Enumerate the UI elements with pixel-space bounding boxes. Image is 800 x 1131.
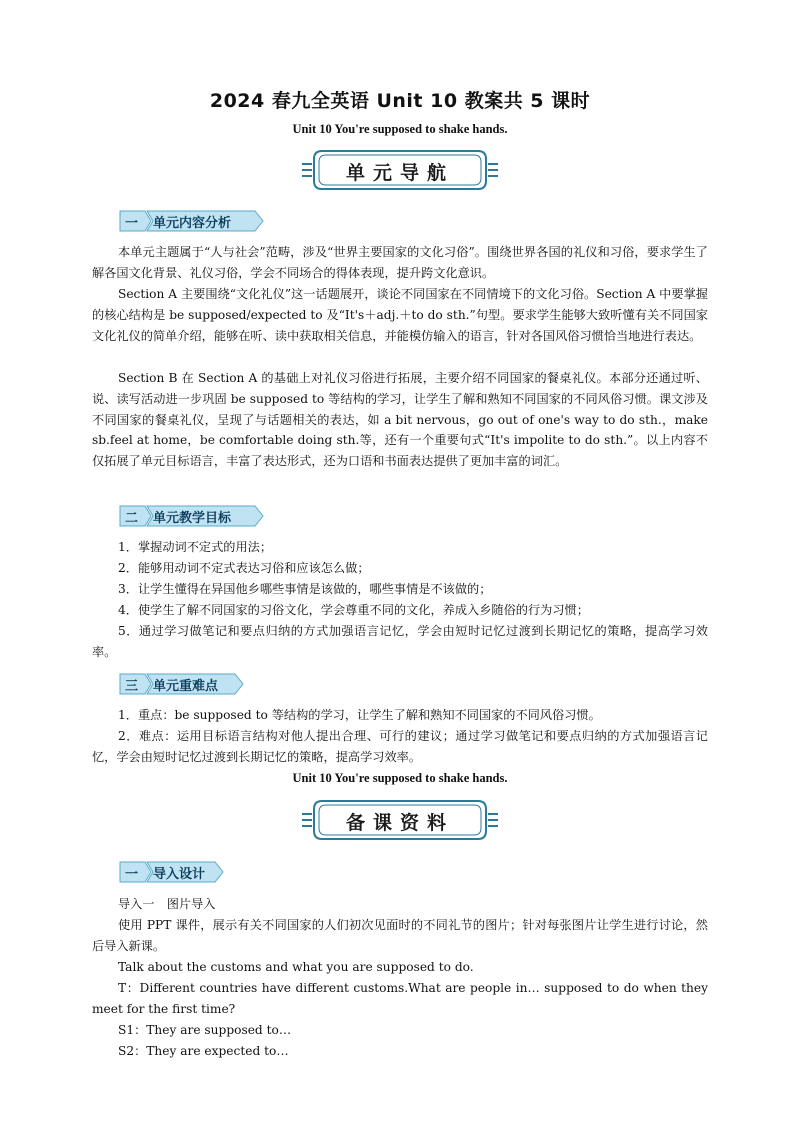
paragraph: Section A 主要围绕“文化礼仪”这一话题展开，谈论不同国家在不同情境下的文化习俗。Section A 中要掌握的核心结构是 be supposed/expected to 及“It's＋adj.＋to do sth.”句型。要求学生能够大致听懂有关不同国家文化礼仪的简单介绍，能够在听、读中获取相关信息，并能模仿输入的语言，针对各国风俗习惯恰当地进行表达。 xyxy=(92,287,708,343)
section-number: 二 xyxy=(125,511,139,526)
list-item: 1．重点：be supposed to 等结构的学习，让学生了解和熟知不同国家的不同风俗习惯。 xyxy=(118,708,601,722)
section-title: 导入设计 xyxy=(153,867,206,882)
lesson-prep-banner xyxy=(300,795,500,845)
paragraph: Section B 在 Section A 的基础上对礼仪习俗进行拓展，主要介绍不同国家的餐桌礼仪。本部分还通过听、说、读写活动进一步巩固 be supposed to 等结构的学习，让学生了解和熟知不同国家的不同风俗习惯。课文涉及不同国家的餐桌礼仪，呈现了与话题相关的表达，如 a bit nervous，go out of one's way to do sth.，make sb.feel at home，be comfortable doing sth.等，还有一个重要句式“It's impolite to do sth.”。以上内容不仅拓展了单元目标语言，丰富了表达形式，还为口语和书面表达提供了更加丰富的词汇。 xyxy=(92,371,708,469)
section-title: 单元教学目标 xyxy=(153,511,232,526)
unit-subtitle: Unit 10 You're supposed to shake hands. xyxy=(292,122,508,136)
dialogue-line: T：Different countries have different customs.What are people in… supposed to do when they meet for the first time? xyxy=(92,981,708,1016)
paragraph: Talk about the customs and what you are supposed to do. xyxy=(118,960,474,974)
section-number: 三 xyxy=(125,679,139,694)
section-number: 一 xyxy=(125,216,139,231)
list-item: 4．使学生了解不同国家的习俗文化，学会尊重不同的文化，养成入乡随俗的行为习惯； xyxy=(118,603,589,617)
list-item: 2．难点：运用目标语言结构对他人提出合理、可行的建议；通过学习做笔记和要点归纳的方式加强语言记忆，学会由短时记忆过渡到长期记忆的策略，提高学习效率。 xyxy=(92,729,708,764)
paragraph: 本单元主题属于“人与社会”范畴，涉及“世界主要国家的文化习俗”。围绕世界各国的礼仪和习俗，要求学生了解各国文化背景、礼仪习俗，学会不同场合的得体表现，提升跨文化意识。 xyxy=(92,245,708,280)
paragraph: 使用 PPT 课件，展示有关不同国家的人们初次见面时的不同礼节的图片；针对每张图片让学生进行讨论，然后导入新课。 xyxy=(92,918,708,953)
section-number: 一 xyxy=(125,867,139,882)
section-title: 单元内容分析 xyxy=(153,216,232,231)
dialogue-line: S1：They are supposed to… xyxy=(118,1023,292,1037)
section-title: 单元重难点 xyxy=(153,679,219,694)
document-title: 2024 春九全英语 Unit 10 教案共 5 课时 xyxy=(209,90,591,112)
list-item: 2．能够用动词不定式表达习俗和应该怎么做； xyxy=(118,561,370,575)
dialogue-line: S2：They are expected to… xyxy=(118,1044,289,1058)
subheading: 导入一 图片导入 xyxy=(118,897,216,911)
unit-navigation-banner xyxy=(300,145,500,195)
list-item: 5．通过学习做笔记和要点归纳的方式加强语言记忆，学会由短时记忆过渡到长期记忆的策略，提高学习效率。 xyxy=(92,624,708,659)
banner-title: 备课资料 xyxy=(345,812,454,834)
list-item: 1．掌握动词不定式的用法； xyxy=(118,540,273,554)
banner-title: 单元导航 xyxy=(345,162,454,184)
unit-subtitle: Unit 10 You're supposed to shake hands. xyxy=(292,771,508,785)
list-item: 3．让学生懂得在异国他乡哪些事情是该做的，哪些事情是不该做的； xyxy=(118,582,492,596)
